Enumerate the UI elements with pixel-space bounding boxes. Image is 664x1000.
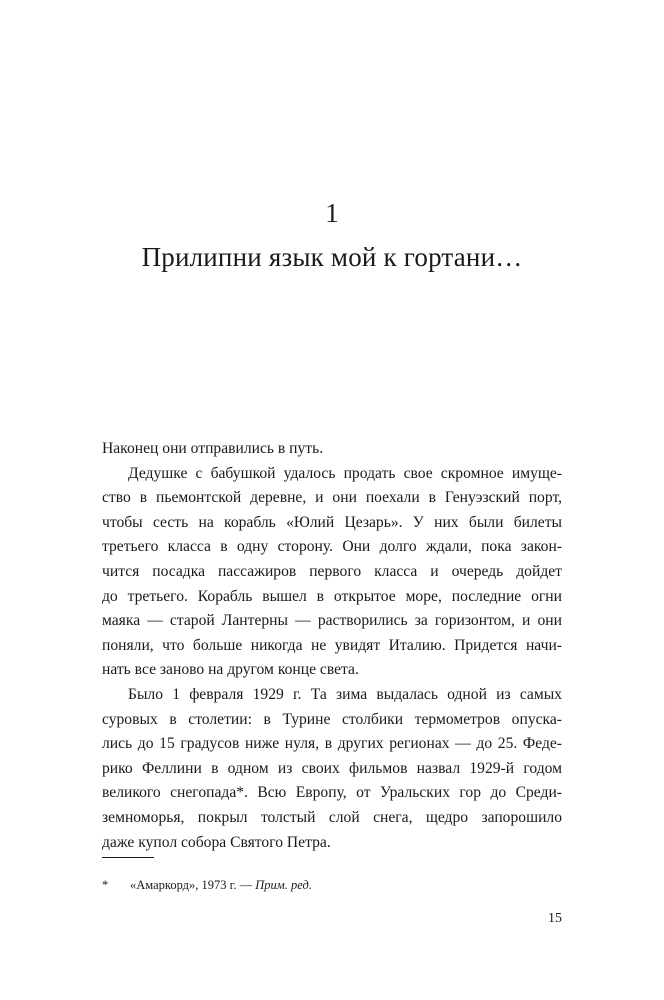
body-text bbox=[102, 437, 562, 855]
paragraph-line: поняли, что больше никогда не увидят Италию. Придется начи- bbox=[102, 636, 562, 654]
paragraph-line: до третьего. Корабль вышел в открытое море, последние огни bbox=[102, 587, 562, 605]
footnote-editor-note: Прим. ред. bbox=[255, 878, 312, 892]
paragraph-line: земноморья, покрыл толстый слой снега, щедро запорошило bbox=[102, 808, 562, 826]
paragraph-line: маяка — старой Лантерны — растворились за горизонтом, и они bbox=[102, 612, 562, 630]
footnote-divider bbox=[102, 857, 154, 858]
footnote-mark: * bbox=[102, 878, 109, 892]
paragraph-line: Наконец они отправились в путь. bbox=[102, 440, 324, 457]
footnote-text: «Амаркорд», 1973 г. — bbox=[130, 878, 256, 892]
paragraph-line: даже купол собора Святого Петра. bbox=[102, 833, 331, 851]
paragraph-line: рико Феллини в одном из своих фильмов назвал 1929-й годом bbox=[102, 759, 562, 777]
paragraph-line: чится посадка пассажиров первого класса и очередь дойдет bbox=[102, 562, 562, 580]
chapter-number: 1 bbox=[325, 198, 339, 228]
paragraph-line: лись до 15 градусов ниже нуля, в других регионах — до 25. Феде- bbox=[102, 735, 562, 753]
paragraph-line: нать все заново на другом конце света. bbox=[102, 661, 359, 679]
paragraph-line: великого снегопада*. Всю Европу, от Уральских гор до Среди- bbox=[102, 784, 562, 802]
paragraph-line: третьего класса в одну сторону. Они долго ждали, пока закон- bbox=[102, 538, 562, 556]
paragraph-line: суровых в столетии: в Турине столбики термометров опуска- bbox=[102, 710, 562, 728]
paragraph-line: Было 1 февраля 1929 г. Та зима выдалась одной из самых bbox=[128, 685, 562, 703]
paragraph-line: Дедушке с бабушкой удалось продать свое скромное имуще- bbox=[128, 464, 562, 482]
page-number: 15 bbox=[548, 911, 562, 926]
paragraph-line: чтобы сесть на корабль «Юлий Цезарь». У них были билеты bbox=[102, 513, 562, 531]
chapter-title: Прилипни язык мой к гортани… bbox=[141, 242, 523, 272]
paragraph-line: ство в пьемонтской деревне, и они поехали в Генуэзский порт, bbox=[102, 489, 562, 507]
footnote bbox=[102, 876, 562, 894]
